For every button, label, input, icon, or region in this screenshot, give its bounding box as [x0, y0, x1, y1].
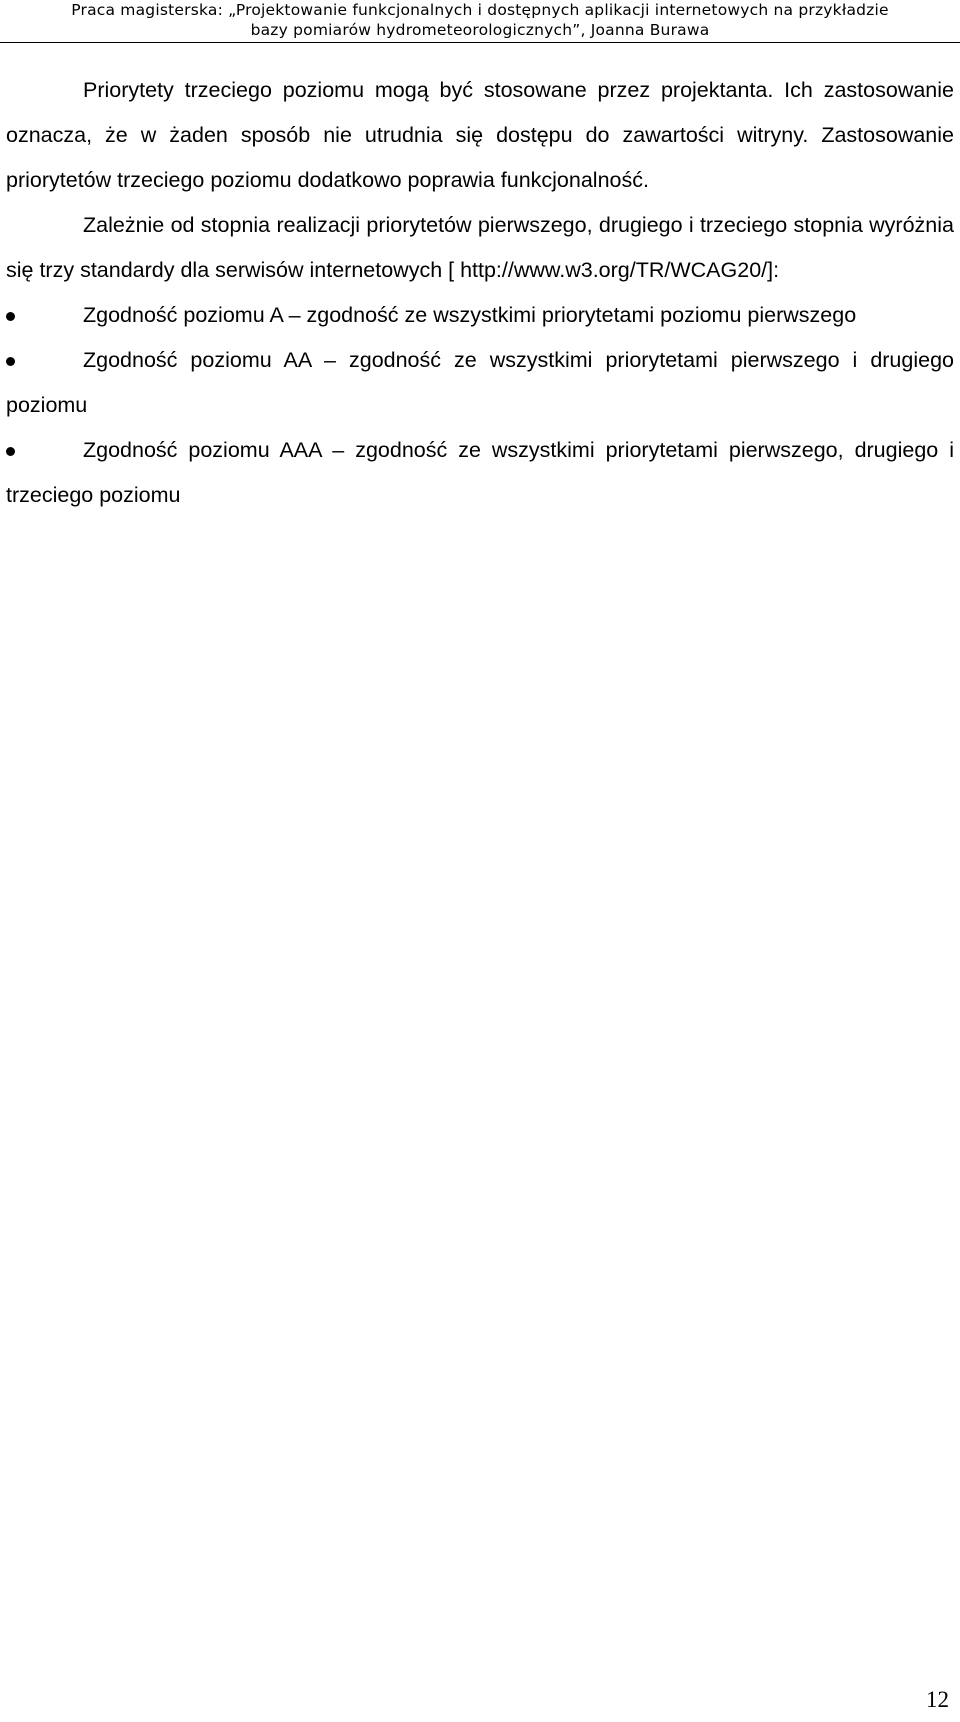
list-item-text: Zgodność poziomu AA – zgodność ze wszystkimi priorytetami pierwszego i drugiego poziomu	[6, 348, 954, 417]
bullet-icon	[6, 428, 26, 473]
list-item-text: Zgodność poziomu AAA – zgodność ze wszystkimi priorytetami pierwszego, drugiego i trzeciego poziomu	[6, 438, 954, 507]
list-item	[6, 428, 954, 518]
list-item	[6, 293, 954, 338]
list-item-text: Zgodność poziomu A – zgodność ze wszystkimi priorytetami poziomu pierwszego	[83, 303, 857, 327]
header-line-2: bazy pomiarów hydrometeorologicznych”, Joanna Burawa	[250, 21, 710, 39]
paragraph-priorities-third-level: Priorytety trzeciego poziomu mogą być stosowane przez projektanta. Ich zastosowanie oznacza, że w żaden sposób nie utrudnia się dostępu do zawartości witryny. Zastosowanie priorytetów trzeciego poziomu dodatkowo poprawia funkcjonalność.	[6, 78, 954, 192]
bullet-icon	[6, 293, 26, 338]
paragraph-standards-intro: Zależnie od stopnia realizacji priorytetów pierwszego, drugiego i trzeciego stopnia wyróżnia się trzy standardy dla serwisów internetowych [ http://www.w3.org/TR/WCAG20/]:	[6, 213, 954, 282]
list-item	[6, 338, 954, 428]
running-header	[0, 0, 960, 43]
bullet-icon	[6, 338, 26, 383]
page-number: 12	[926, 1687, 949, 1712]
conformance-levels-list	[6, 293, 954, 518]
document-body	[6, 68, 954, 518]
header-line-1: Praca magisterska: „Projektowanie funkcjonalnych i dostępnych aplikacji internetowych na przykładzie	[71, 1, 889, 19]
